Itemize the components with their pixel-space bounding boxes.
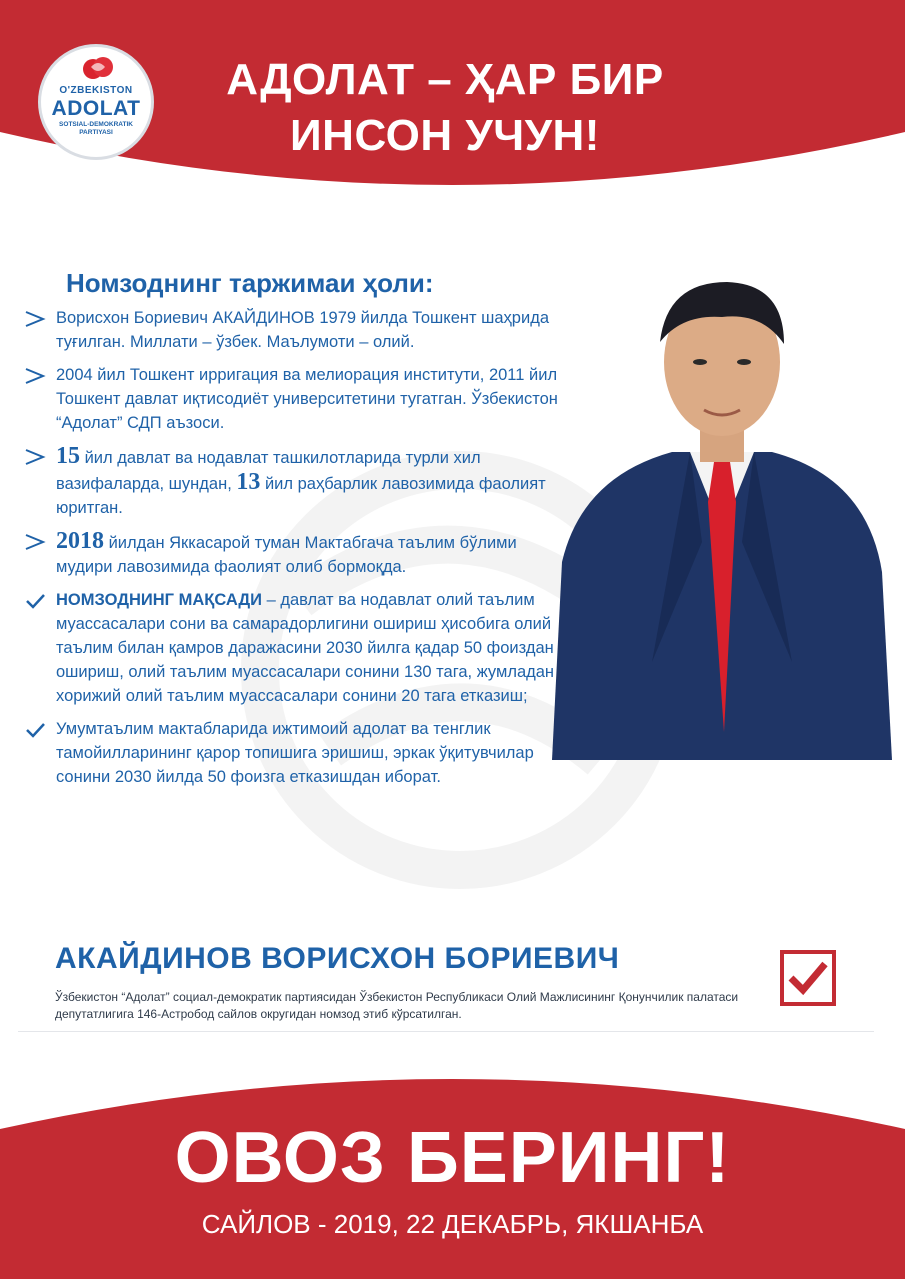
checkmark-icon (788, 960, 828, 996)
vote-call: ОВОЗ БЕРИНГ! (174, 1118, 731, 1198)
party-logo (38, 44, 154, 160)
slogan-line-1: АДОЛАТ – ҲАР БИР (226, 55, 664, 104)
logo-party-type (41, 121, 151, 137)
vote-checkbox (780, 950, 836, 1006)
slogan-line-2: ИНСОН УЧУН! (290, 111, 600, 160)
candidate-description: Ўзбекистон “Адолат” социал-демократик партиясидан Ўзбекистон Республикаси Олий Мажлисининг Қонунчилик палатаси депутатлигига 146-Астробод сайлов округидан номзод этиб кўрсатилган. (55, 990, 739, 1021)
goal-item (24, 588, 564, 708)
bio-item-text: йил давлат ва нодавлат ташкилотларида турли хил вазифаларда, шундан, (56, 449, 481, 493)
candidate-name: АКАЙДИНОВ ВОРИСХОН БОРИЕВИЧ (55, 942, 620, 975)
goal-label: НОМЗОДНИНГ МАҚСАДИ (56, 591, 262, 609)
check-icon (24, 721, 46, 739)
bio-item-text: 2004 йил Тошкент ирригация ва мелиорация институти, 2011 йил Тошкент давлат иқтисодиёт университетини тугатган. Ўзбекистон “Адолат” СДП аъзоси. (56, 366, 558, 432)
slogan (180, 52, 710, 164)
bio-item (24, 306, 564, 354)
election-date: САЙЛОВ - 2019, 22 ДЕКАБРЬ, ЯКШАНБА (201, 1209, 704, 1239)
chevron-right-icon (24, 533, 46, 551)
goal-text: Умумтаълим мактабларида ижтимоий адолат ва тенглик тамойилларининг қарор топишига эришиш, эркак ўқитувчилар сонини 2030 йилда 50 фоизга етказишдан иборат. (56, 720, 534, 786)
chevron-right-icon (24, 310, 46, 328)
bio-item (24, 529, 564, 579)
bio-number: 15 (56, 443, 80, 469)
bio-item (24, 444, 564, 520)
logo-country: O'ZBEKISTON (59, 85, 133, 96)
chevron-right-icon (24, 448, 46, 466)
bio-item-text: Ворисхон Бориевич АКАЙДИНОВ 1979 йилда Тошкент шаҳрида туғилган. Миллати – ўзбек. Маълумоти – олий. (56, 309, 549, 351)
goal-text: – давлат ва нодавлат олий таълим муассасалари сони ва самарадорлигини ошириш ҳисобига олий таълим билан қамров даражасини 2030 йилга қадар 50 фоиздан ошириш, олий таълим муассасалари сонини 130 тага, жумладан хорижий олий таълим муассасалари сонини 20 тага етказиш; (56, 591, 555, 705)
logo-party-type-line1: SOTSIAL-DEMOKRATIK (59, 121, 133, 128)
bio-number: 13 (236, 469, 261, 495)
logo-party-name: ADOLAT (51, 97, 141, 120)
bio-number: 2018 (56, 528, 104, 554)
bio-item-text: йил раҳбарлик лавозимида фаолият юритган. (56, 475, 546, 517)
rose-icon (81, 55, 115, 83)
chevron-right-icon (24, 367, 46, 385)
bio-item-text: йилдан Яккасарой туман Мактабгача таълим бўлими мудири лавозимида фаолият олиб бормоқда. (56, 534, 517, 576)
bio-list (24, 306, 564, 798)
candidate-photo (552, 262, 892, 760)
check-icon (24, 592, 46, 610)
bio-item (24, 363, 564, 435)
goal-item (24, 717, 564, 789)
bio-title: Номзоднинг таржимаи ҳоли: (66, 268, 434, 298)
logo-party-type-line2: PARTIYASI (79, 129, 113, 136)
divider (18, 1031, 874, 1032)
